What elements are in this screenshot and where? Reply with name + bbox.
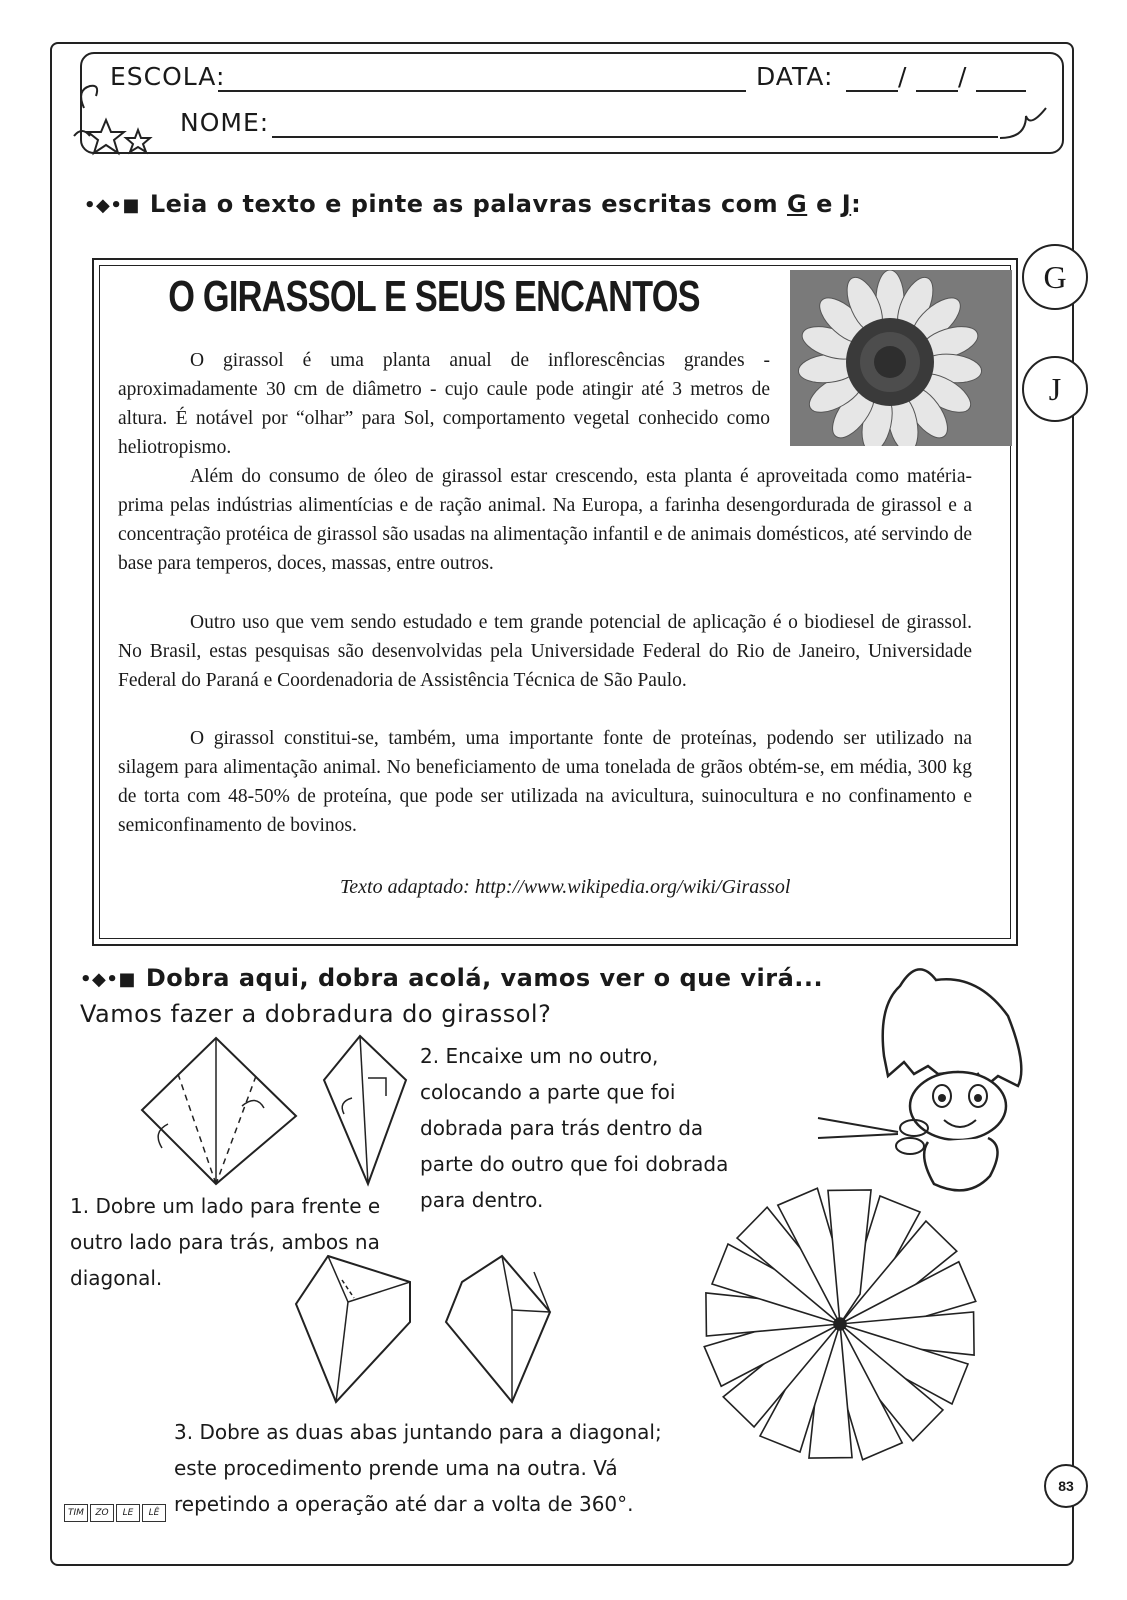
school-label: ESCOLA: xyxy=(110,62,226,91)
name-input[interactable] xyxy=(272,136,998,138)
header-box xyxy=(66,50,1072,152)
fold-step-1-text: 1. Dobre um lado para frente e outro lado para trás, ambos na diagonal. xyxy=(70,1194,381,1290)
letter-j: J xyxy=(841,190,852,218)
instruction-fold: •◆•■ Dobra aqui, dobra acolá, vamos ver o que virá... xyxy=(80,964,824,992)
instruction-read-paint: •◆•■ Leia o texto e pinte as palavras escritas com G e J: xyxy=(84,190,862,218)
letter-g: G xyxy=(787,190,808,218)
fold-step-2-text: 2. Encaixe um no outro, colocando a parte que foi dobrada para trás dentro da parte do outro que foi dobrada para dentro. xyxy=(420,1044,729,1212)
header-border xyxy=(80,52,1064,154)
article-title: O GIRASSOL E SEUS ENCANTOS xyxy=(168,272,700,321)
girl-with-scissors-icon xyxy=(818,956,1028,1196)
article-paragraph-3: Outro uso que vem sendo estudado e tem grande potencial de aplicação é o biodiesel de girassol. No Brasil, estas pesquisas são desenvolvidas pela Universidade Federal do Rio de Janeiro, Universidade Federal do Paraná e Coordenadoria de Assistência Técnica de São Paulo. xyxy=(118,612,972,691)
fold-step-3-text: 3. Dobre as duas abas juntando para a diagonal; este procedimento prende uma na outra. Vá repetindo a operação até dar a volta de 360°. xyxy=(174,1420,662,1516)
letter-j-circle: J xyxy=(1022,356,1088,422)
origami-sunflower-icon xyxy=(696,1180,996,1480)
article-paragraph-1: O girassol é uma planta anual de inflorescências grandes - aproximadamente 30 cm de diâmetro - cujo caule pode atingir até 3 metros de altura. É notável por “olhar” para Sol, comportamento vegetal conhecido como heliotropismo. xyxy=(118,350,770,458)
date-year-input[interactable] xyxy=(976,90,1026,92)
sunflower-icon xyxy=(790,270,1012,446)
bullet-icon: •◆•■ xyxy=(80,968,136,990)
date-day-input[interactable] xyxy=(846,90,898,92)
fold-step-3b-diagram-icon xyxy=(442,1252,602,1412)
date-label: DATA: xyxy=(756,62,834,91)
article-source: Texto adaptado: http://www.wikipedia.org/wiki/Girassol xyxy=(340,876,791,898)
name-label: NOME: xyxy=(180,108,270,137)
publisher-logo: TIM ZO LE LÊ xyxy=(64,1500,168,1522)
fold-subheading: Vamos fazer a dobradura do girassol? xyxy=(80,1000,552,1028)
letter-g-circle: G xyxy=(1022,244,1088,310)
page-curl-icon xyxy=(996,98,1056,158)
date-separator: / xyxy=(898,62,908,91)
page-number: 83 xyxy=(1044,1464,1088,1508)
date-separator: / xyxy=(958,62,968,91)
bullet-icon: •◆•■ xyxy=(84,194,140,216)
sunflower-photo xyxy=(790,270,1012,446)
article-paragraph-4: O girassol constitui-se, também, uma importante fonte de proteínas, podendo ser utilizado na silagem para alimentação animal. No beneficiamento de uma tonelada de grãos obtém-se, em média, 300 kg de torta com 48-50% de proteína, que pode ser utilizada na avicultura, suinocultura e no confinamento e semiconfinamento de bovinos. xyxy=(118,728,972,836)
article-paragraph-2: Além do consumo de óleo de girassol estar crescendo, esta planta é aproveitada como matéria-prima pelas indústrias alimentícias e de ração animal. Na Europa, a farinha desengordurada de girassol e a concentração protéica de girassol são usadas na alimentação infantil e de animais domésticos, até servindo de base para temperos, doces, massas, entre outros. xyxy=(118,466,972,574)
fold-step-1-diagram-icon xyxy=(138,1036,308,1186)
date-month-input[interactable] xyxy=(916,90,958,92)
fold-step-1b-diagram-icon xyxy=(318,1032,428,1192)
school-input[interactable] xyxy=(218,90,746,92)
